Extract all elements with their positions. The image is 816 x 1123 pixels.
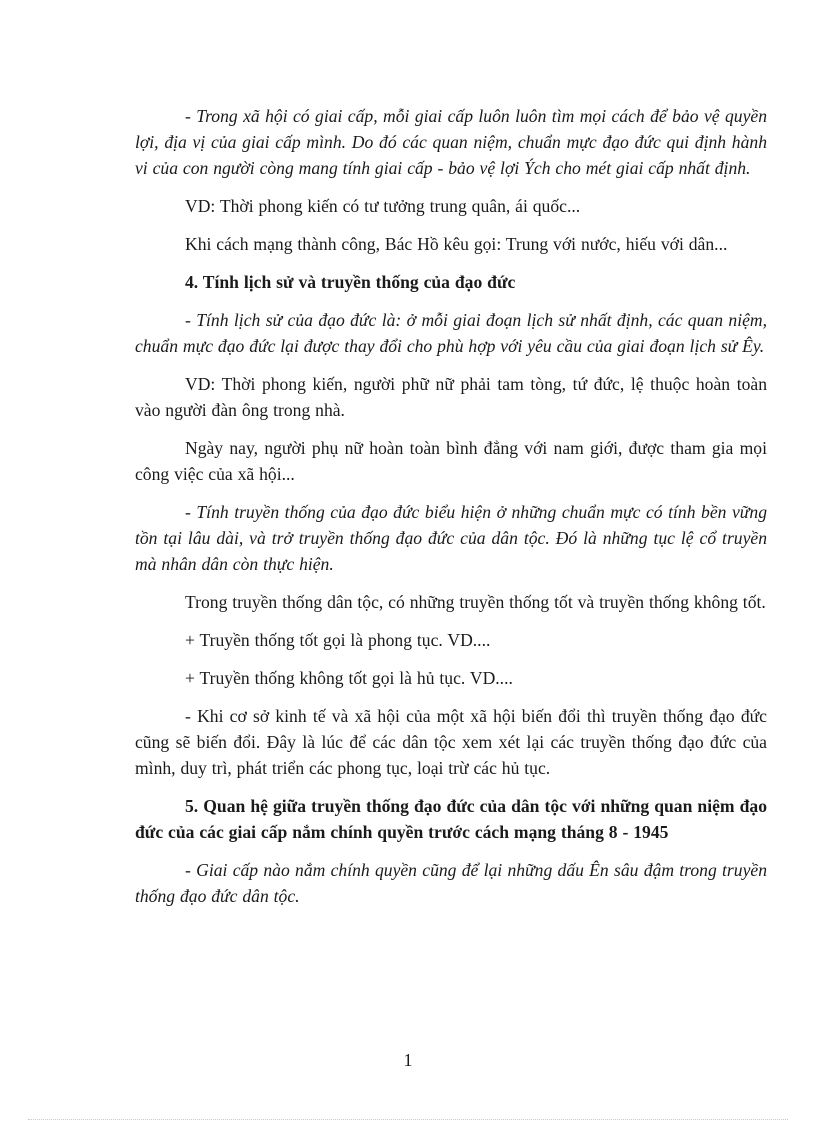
paragraph-women-today: Ngày nay, người phụ nữ hoàn toàn bình đẳng với nam giới, được tham gia mọi công việc của xã hội... [135, 438, 767, 484]
paragraph-uncle-ho-call: Khi cách mạng thành công, Bác Hồ kêu gọi: Trung với nước, hiếu với dân... [185, 234, 728, 254]
list-item-bad-tradition: + Truyền thống không tốt gọi là hủ tục. VD.... [185, 668, 513, 688]
paragraph-class-interest: - Trong xã hội có giai cấp, mỗi giai cấp luôn luôn tìm mọi cách để bảo vệ quyền lợi, địa vị của giai cấp mình. Do đó các quan niệm, chuẩn mực đạo đức qui định hành vi của con người còng mang tính giai cấp - bảo vệ lợi Ých cho mét giai cấp nhất định. [135, 106, 767, 178]
paragraph-historicity: - Tính lịch sử của đạo đức là: ở mỗi giai đoạn lịch sử nhất định, các quan niệm, chuẩn mực đạo đức lại được thay đổi cho phù hợp với yêu cầu của giai đoạn lịch sử Êy. [135, 310, 767, 356]
paragraph-example-women-feudal: VD: Thời phong kiến, người phữ nữ phải tam tòng, tứ đức, lệ thuộc hoàn toàn vào người đàn ông trong nhà. [135, 374, 767, 420]
paragraph-tradition: - Tính truyền thống của đạo đức biểu hiện ở những chuẩn mực có tính bền vững tồn tại lâu dài, và trở truyền thống đạo đức của dân tộc. Đó là những tục lệ cổ truyền mà nhân dân còn thực hiện. [135, 502, 767, 574]
paragraph-ruling-class: - Giai cấp nào nắm chính quyền cũng để lại những dấu Ên sâu đậm trong truyền thống đạo đức dân tộc. [135, 860, 767, 906]
list-item-good-tradition: + Truyền thống tốt gọi là phong tục. VD.... [185, 630, 491, 650]
heading-section-5: 5. Quan hệ giữa truyền thống đạo đức của dân tộc với những quan niệm đạo đức của các giai cấp nắm chính quyền trước cách mạng tháng 8 - 1945 [135, 796, 767, 842]
document-page [135, 103, 767, 909]
paragraph-economic-change: - Khi cơ sở kinh tế và xã hội của một xã hội biến đổi thì truyền thống đạo đức cũng sẽ biến đổi. Đây là lúc để các dân tộc xem xét lại các truyền thống đạo đức của mình, duy trì, phát triển các phong tục, loại trừ các hủ tục. [135, 706, 767, 778]
footer-divider [28, 1119, 788, 1120]
heading-section-4: 4. Tính lịch sử và truyền thống của đạo đức [185, 272, 516, 292]
page-number: 1 [403, 1050, 413, 1070]
paragraph-example-feudal: VD: Thời phong kiến có tư tưởng trung quân, ái quốc... [185, 196, 581, 216]
paragraph-good-bad-traditions: Trong truyền thống dân tộc, có những truyền thống tốt và truyền thống không tốt. [185, 592, 766, 612]
